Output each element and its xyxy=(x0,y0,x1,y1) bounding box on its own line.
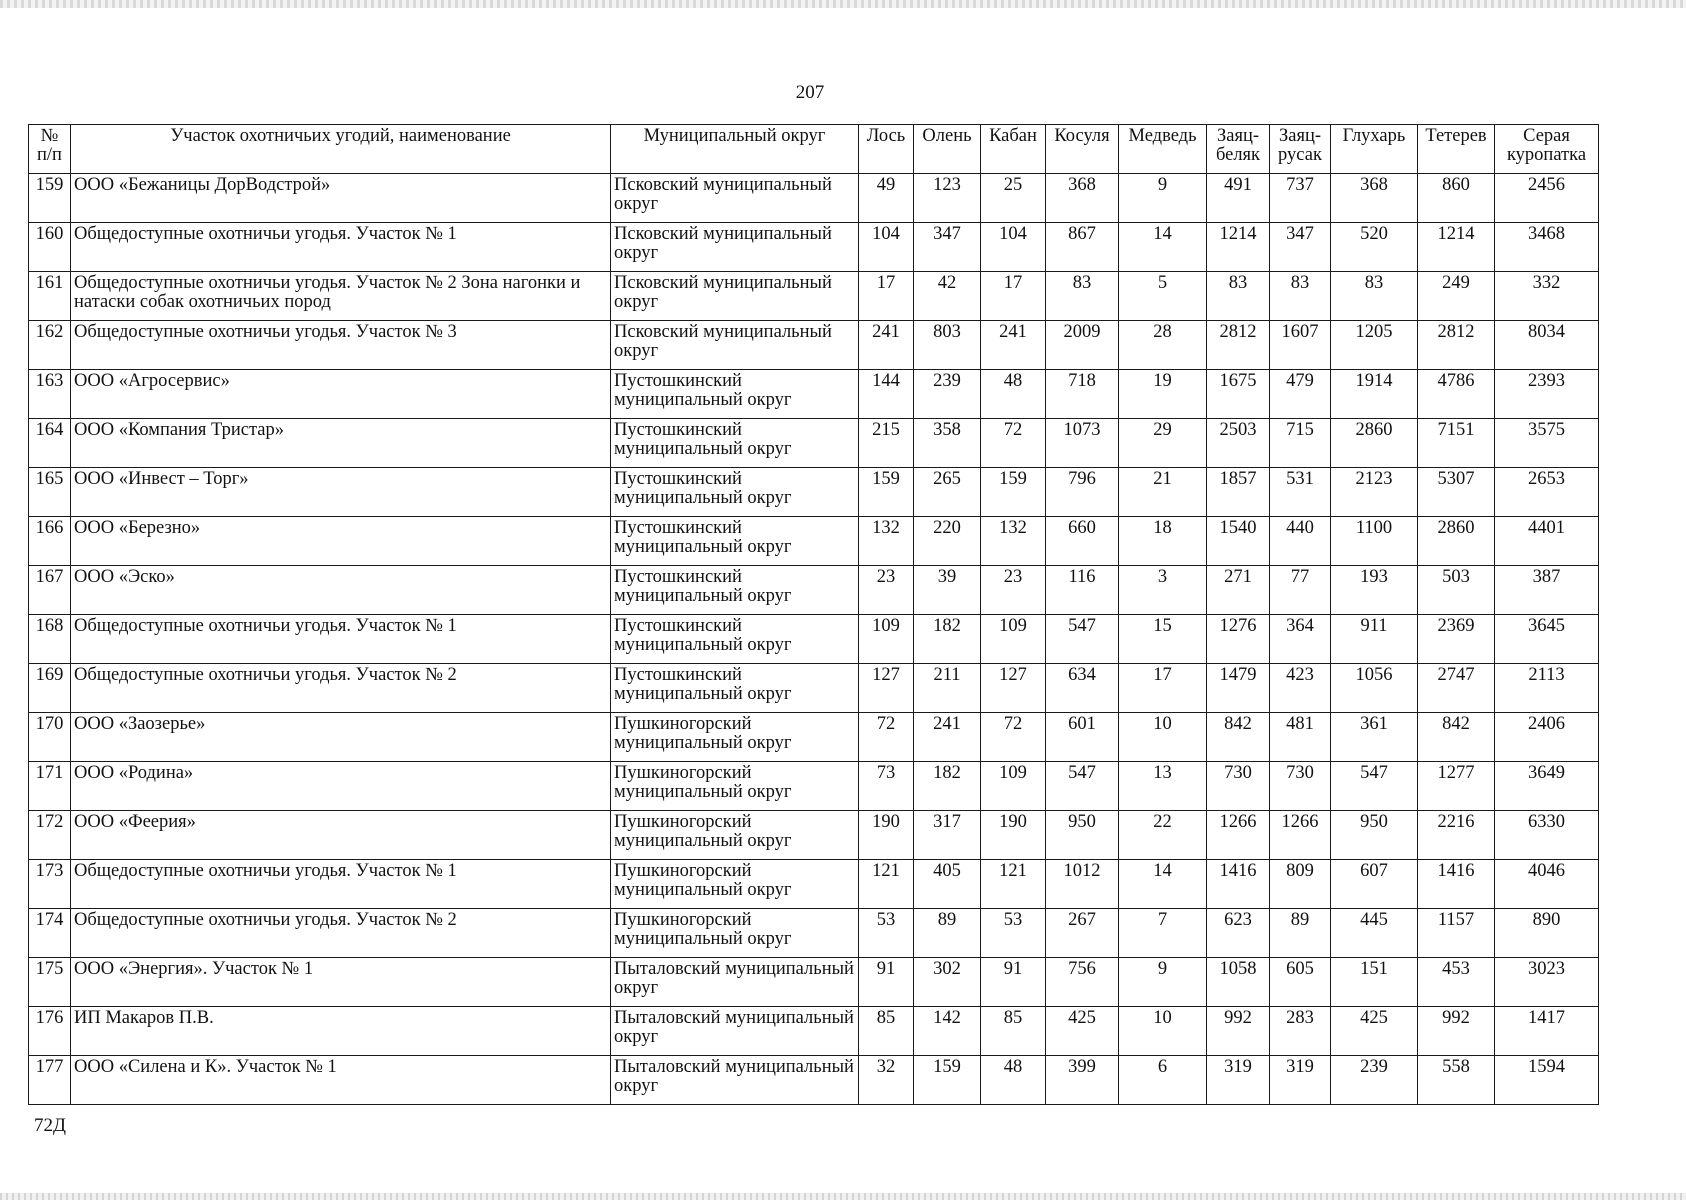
grey-partridge-count-cell: 6330 xyxy=(1495,811,1599,860)
table-body xyxy=(29,174,1599,1105)
black-grouse-count-cell: 1214 xyxy=(1418,223,1495,272)
moose-count-cell: 144 xyxy=(859,370,914,419)
mountain-hare-count-cell: 992 xyxy=(1207,1007,1270,1056)
moose-count-cell: 72 xyxy=(859,713,914,762)
deer-count-cell: 220 xyxy=(914,517,981,566)
boar-count-cell: 23 xyxy=(981,566,1046,615)
mountain-hare-count-cell: 2503 xyxy=(1207,419,1270,468)
mountain-hare-count-cell: 1058 xyxy=(1207,958,1270,1007)
mountain-hare-count-cell: 1479 xyxy=(1207,664,1270,713)
mountain-hare-count-cell: 1857 xyxy=(1207,468,1270,517)
table-row xyxy=(29,223,1599,272)
row-number-cell: 161 xyxy=(29,272,71,321)
table-row xyxy=(29,566,1599,615)
row-number-cell: 162 xyxy=(29,321,71,370)
bear-count-cell: 10 xyxy=(1119,1007,1207,1056)
row-number-cell: 176 xyxy=(29,1007,71,1056)
bear-count-cell: 9 xyxy=(1119,174,1207,223)
boar-count-cell: 132 xyxy=(981,517,1046,566)
table-row xyxy=(29,174,1599,223)
boar-count-cell: 127 xyxy=(981,664,1046,713)
header-brown-hare: Заяц-русак xyxy=(1270,125,1331,174)
table-row xyxy=(29,664,1599,713)
district-cell: Пыталовский муниципальный округ xyxy=(611,1056,859,1105)
brown-hare-count-cell: 737 xyxy=(1270,174,1331,223)
table-row xyxy=(29,762,1599,811)
district-cell: Пыталовский муниципальный округ xyxy=(611,1007,859,1056)
row-number-cell: 168 xyxy=(29,615,71,664)
brown-hare-count-cell: 1266 xyxy=(1270,811,1331,860)
row-number-cell: 160 xyxy=(29,223,71,272)
brown-hare-count-cell: 1607 xyxy=(1270,321,1331,370)
ground-name-cell: ООО «Энергия». Участок № 1 xyxy=(71,958,611,1007)
ground-name-cell: Общедоступные охотничьи угодья. Участок № 2 xyxy=(71,909,611,958)
row-number-cell: 159 xyxy=(29,174,71,223)
boar-count-cell: 91 xyxy=(981,958,1046,1007)
mountain-hare-count-cell: 491 xyxy=(1207,174,1270,223)
deer-count-cell: 142 xyxy=(914,1007,981,1056)
moose-count-cell: 85 xyxy=(859,1007,914,1056)
roe-deer-count-cell: 116 xyxy=(1046,566,1119,615)
table-row xyxy=(29,370,1599,419)
deer-count-cell: 211 xyxy=(914,664,981,713)
black-grouse-count-cell: 453 xyxy=(1418,958,1495,1007)
header-bear: Медведь xyxy=(1119,125,1207,174)
moose-count-cell: 104 xyxy=(859,223,914,272)
boar-count-cell: 109 xyxy=(981,615,1046,664)
row-number-cell: 170 xyxy=(29,713,71,762)
boar-count-cell: 159 xyxy=(981,468,1046,517)
moose-count-cell: 132 xyxy=(859,517,914,566)
mountain-hare-count-cell: 2812 xyxy=(1207,321,1270,370)
deer-count-cell: 302 xyxy=(914,958,981,1007)
ground-name-cell: ООО «Компания Тристар» xyxy=(71,419,611,468)
ground-name-cell: Общедоступные охотничьи угодья. Участок № 1 xyxy=(71,860,611,909)
capercaillie-count-cell: 83 xyxy=(1331,272,1418,321)
brown-hare-count-cell: 77 xyxy=(1270,566,1331,615)
row-number-cell: 169 xyxy=(29,664,71,713)
brown-hare-count-cell: 730 xyxy=(1270,762,1331,811)
header-grey-partridge: Серая куропатка xyxy=(1495,125,1599,174)
capercaillie-count-cell: 1056 xyxy=(1331,664,1418,713)
capercaillie-count-cell: 2123 xyxy=(1331,468,1418,517)
brown-hare-count-cell: 531 xyxy=(1270,468,1331,517)
header-moose: Лось xyxy=(859,125,914,174)
header-black-grouse: Тетерев xyxy=(1418,125,1495,174)
black-grouse-count-cell: 249 xyxy=(1418,272,1495,321)
table-row xyxy=(29,1007,1599,1056)
header-capercaillie: Глухарь xyxy=(1331,125,1418,174)
roe-deer-count-cell: 660 xyxy=(1046,517,1119,566)
row-number-cell: 173 xyxy=(29,860,71,909)
row-number-cell: 174 xyxy=(29,909,71,958)
moose-count-cell: 190 xyxy=(859,811,914,860)
grey-partridge-count-cell: 3575 xyxy=(1495,419,1599,468)
row-number-cell: 177 xyxy=(29,1056,71,1105)
table-row xyxy=(29,272,1599,321)
bear-count-cell: 5 xyxy=(1119,272,1207,321)
deer-count-cell: 347 xyxy=(914,223,981,272)
deer-count-cell: 241 xyxy=(914,713,981,762)
black-grouse-count-cell: 860 xyxy=(1418,174,1495,223)
table-row xyxy=(29,419,1599,468)
moose-count-cell: 17 xyxy=(859,272,914,321)
district-cell: Пустошкинский муниципальный округ xyxy=(611,419,859,468)
bear-count-cell: 28 xyxy=(1119,321,1207,370)
deer-count-cell: 159 xyxy=(914,1056,981,1105)
ground-name-cell: ИП Макаров П.В. xyxy=(71,1007,611,1056)
moose-count-cell: 32 xyxy=(859,1056,914,1105)
mountain-hare-count-cell: 623 xyxy=(1207,909,1270,958)
grey-partridge-count-cell: 3649 xyxy=(1495,762,1599,811)
grey-partridge-count-cell: 2113 xyxy=(1495,664,1599,713)
grey-partridge-count-cell: 2393 xyxy=(1495,370,1599,419)
roe-deer-count-cell: 547 xyxy=(1046,762,1119,811)
deer-count-cell: 42 xyxy=(914,272,981,321)
brown-hare-count-cell: 440 xyxy=(1270,517,1331,566)
grey-partridge-count-cell: 890 xyxy=(1495,909,1599,958)
bear-count-cell: 21 xyxy=(1119,468,1207,517)
deer-count-cell: 265 xyxy=(914,468,981,517)
header-roe-deer: Косуля xyxy=(1046,125,1119,174)
grey-partridge-count-cell: 2653 xyxy=(1495,468,1599,517)
black-grouse-count-cell: 5307 xyxy=(1418,468,1495,517)
brown-hare-count-cell: 319 xyxy=(1270,1056,1331,1105)
table-row xyxy=(29,1056,1599,1105)
brown-hare-count-cell: 479 xyxy=(1270,370,1331,419)
row-number-cell: 163 xyxy=(29,370,71,419)
capercaillie-count-cell: 1100 xyxy=(1331,517,1418,566)
moose-count-cell: 159 xyxy=(859,468,914,517)
table-row xyxy=(29,517,1599,566)
capercaillie-count-cell: 911 xyxy=(1331,615,1418,664)
district-cell: Пушкиногорский муниципальный округ xyxy=(611,909,859,958)
district-cell: Пыталовский муниципальный округ xyxy=(611,958,859,1007)
black-grouse-count-cell: 2747 xyxy=(1418,664,1495,713)
black-grouse-count-cell: 2216 xyxy=(1418,811,1495,860)
mountain-hare-count-cell: 1266 xyxy=(1207,811,1270,860)
table-row xyxy=(29,468,1599,517)
roe-deer-count-cell: 634 xyxy=(1046,664,1119,713)
header-row-number: № п/п xyxy=(29,125,71,174)
deer-count-cell: 182 xyxy=(914,615,981,664)
black-grouse-count-cell: 503 xyxy=(1418,566,1495,615)
boar-count-cell: 53 xyxy=(981,909,1046,958)
district-cell: Пустошкинский муниципальный округ xyxy=(611,664,859,713)
hunting-grounds-table-wrapper xyxy=(28,124,1599,1105)
footer-code: 72Д xyxy=(34,1115,66,1136)
capercaillie-count-cell: 425 xyxy=(1331,1007,1418,1056)
moose-count-cell: 91 xyxy=(859,958,914,1007)
ground-name-cell: ООО «Родина» xyxy=(71,762,611,811)
moose-count-cell: 127 xyxy=(859,664,914,713)
district-cell: Пушкиногорский муниципальный округ xyxy=(611,762,859,811)
table-row xyxy=(29,811,1599,860)
ground-name-cell: Общедоступные охотничьи угодья. Участок № 2 Зона нагонки и натаски собак охотничьих пород xyxy=(71,272,611,321)
district-cell: Псковский муниципальный округ xyxy=(611,272,859,321)
grey-partridge-count-cell: 387 xyxy=(1495,566,1599,615)
roe-deer-count-cell: 1073 xyxy=(1046,419,1119,468)
ground-name-cell: ООО «Эско» xyxy=(71,566,611,615)
deer-count-cell: 182 xyxy=(914,762,981,811)
moose-count-cell: 241 xyxy=(859,321,914,370)
grey-partridge-count-cell: 4401 xyxy=(1495,517,1599,566)
header-district: Муниципальный округ xyxy=(611,125,859,174)
deer-count-cell: 89 xyxy=(914,909,981,958)
capercaillie-count-cell: 445 xyxy=(1331,909,1418,958)
boar-count-cell: 72 xyxy=(981,419,1046,468)
page-number: 207 xyxy=(795,82,825,103)
boar-count-cell: 241 xyxy=(981,321,1046,370)
bear-count-cell: 10 xyxy=(1119,713,1207,762)
boar-count-cell: 25 xyxy=(981,174,1046,223)
bear-count-cell: 17 xyxy=(1119,664,1207,713)
ground-name-cell: Общедоступные охотничьи угодья. Участок № 3 xyxy=(71,321,611,370)
mountain-hare-count-cell: 1416 xyxy=(1207,860,1270,909)
bear-count-cell: 29 xyxy=(1119,419,1207,468)
ground-name-cell: Общедоступные охотничьи угодья. Участок № 2 xyxy=(71,664,611,713)
ground-name-cell: ООО «Заозерье» xyxy=(71,713,611,762)
ground-name-cell: Общедоступные охотничьи угодья. Участок № 1 xyxy=(71,223,611,272)
bear-count-cell: 13 xyxy=(1119,762,1207,811)
brown-hare-count-cell: 83 xyxy=(1270,272,1331,321)
bear-count-cell: 7 xyxy=(1119,909,1207,958)
bear-count-cell: 14 xyxy=(1119,223,1207,272)
black-grouse-count-cell: 2369 xyxy=(1418,615,1495,664)
row-number-cell: 165 xyxy=(29,468,71,517)
ground-name-cell: ООО «Агросервис» xyxy=(71,370,611,419)
mountain-hare-count-cell: 842 xyxy=(1207,713,1270,762)
grey-partridge-count-cell: 2456 xyxy=(1495,174,1599,223)
brown-hare-count-cell: 605 xyxy=(1270,958,1331,1007)
black-grouse-count-cell: 2812 xyxy=(1418,321,1495,370)
roe-deer-count-cell: 399 xyxy=(1046,1056,1119,1105)
mountain-hare-count-cell: 1675 xyxy=(1207,370,1270,419)
roe-deer-count-cell: 756 xyxy=(1046,958,1119,1007)
boar-count-cell: 121 xyxy=(981,860,1046,909)
district-cell: Псковский муниципальный округ xyxy=(611,223,859,272)
black-grouse-count-cell: 1277 xyxy=(1418,762,1495,811)
mountain-hare-count-cell: 319 xyxy=(1207,1056,1270,1105)
capercaillie-count-cell: 239 xyxy=(1331,1056,1418,1105)
table-row xyxy=(29,860,1599,909)
roe-deer-count-cell: 267 xyxy=(1046,909,1119,958)
capercaillie-count-cell: 193 xyxy=(1331,566,1418,615)
mountain-hare-count-cell: 1214 xyxy=(1207,223,1270,272)
ground-name-cell: ООО «Березно» xyxy=(71,517,611,566)
capercaillie-count-cell: 2860 xyxy=(1331,419,1418,468)
grey-partridge-count-cell: 1417 xyxy=(1495,1007,1599,1056)
brown-hare-count-cell: 715 xyxy=(1270,419,1331,468)
header-ground-name: Участок охотничьих угодий, наименование xyxy=(71,125,611,174)
capercaillie-count-cell: 368 xyxy=(1331,174,1418,223)
roe-deer-count-cell: 547 xyxy=(1046,615,1119,664)
mountain-hare-count-cell: 730 xyxy=(1207,762,1270,811)
roe-deer-count-cell: 718 xyxy=(1046,370,1119,419)
table-row xyxy=(29,909,1599,958)
grey-partridge-count-cell: 8034 xyxy=(1495,321,1599,370)
deer-count-cell: 39 xyxy=(914,566,981,615)
brown-hare-count-cell: 364 xyxy=(1270,615,1331,664)
deer-count-cell: 405 xyxy=(914,860,981,909)
table-row xyxy=(29,713,1599,762)
black-grouse-count-cell: 1157 xyxy=(1418,909,1495,958)
bear-count-cell: 6 xyxy=(1119,1056,1207,1105)
grey-partridge-count-cell: 3645 xyxy=(1495,615,1599,664)
deer-count-cell: 317 xyxy=(914,811,981,860)
black-grouse-count-cell: 7151 xyxy=(1418,419,1495,468)
grey-partridge-count-cell: 3023 xyxy=(1495,958,1599,1007)
ground-name-cell: ООО «Инвест – Торг» xyxy=(71,468,611,517)
grey-partridge-count-cell: 2406 xyxy=(1495,713,1599,762)
row-number-cell: 166 xyxy=(29,517,71,566)
row-number-cell: 171 xyxy=(29,762,71,811)
grey-partridge-count-cell: 332 xyxy=(1495,272,1599,321)
moose-count-cell: 73 xyxy=(859,762,914,811)
district-cell: Псковский муниципальный округ xyxy=(611,321,859,370)
brown-hare-count-cell: 347 xyxy=(1270,223,1331,272)
district-cell: Пустошкинский муниципальный округ xyxy=(611,370,859,419)
mountain-hare-count-cell: 1276 xyxy=(1207,615,1270,664)
roe-deer-count-cell: 601 xyxy=(1046,713,1119,762)
ground-name-cell: ООО «Бежаницы ДорВодстрой» xyxy=(71,174,611,223)
grey-partridge-count-cell: 4046 xyxy=(1495,860,1599,909)
moose-count-cell: 109 xyxy=(859,615,914,664)
brown-hare-count-cell: 283 xyxy=(1270,1007,1331,1056)
district-cell: Пушкиногорский муниципальный округ xyxy=(611,860,859,909)
moose-count-cell: 49 xyxy=(859,174,914,223)
capercaillie-count-cell: 547 xyxy=(1331,762,1418,811)
ground-name-cell: ООО «Феерия» xyxy=(71,811,611,860)
boar-count-cell: 104 xyxy=(981,223,1046,272)
table-row xyxy=(29,615,1599,664)
roe-deer-count-cell: 867 xyxy=(1046,223,1119,272)
bear-count-cell: 14 xyxy=(1119,860,1207,909)
deer-count-cell: 239 xyxy=(914,370,981,419)
capercaillie-count-cell: 361 xyxy=(1331,713,1418,762)
black-grouse-count-cell: 558 xyxy=(1418,1056,1495,1105)
deer-count-cell: 358 xyxy=(914,419,981,468)
moose-count-cell: 23 xyxy=(859,566,914,615)
roe-deer-count-cell: 425 xyxy=(1046,1007,1119,1056)
boar-count-cell: 72 xyxy=(981,713,1046,762)
boar-count-cell: 109 xyxy=(981,762,1046,811)
boar-count-cell: 85 xyxy=(981,1007,1046,1056)
boar-count-cell: 48 xyxy=(981,1056,1046,1105)
district-cell: Псковский муниципальный округ xyxy=(611,174,859,223)
hunting-grounds-table xyxy=(28,124,1599,1105)
brown-hare-count-cell: 423 xyxy=(1270,664,1331,713)
moose-count-cell: 215 xyxy=(859,419,914,468)
grey-partridge-count-cell: 1594 xyxy=(1495,1056,1599,1105)
capercaillie-count-cell: 151 xyxy=(1331,958,1418,1007)
scan-edge-top xyxy=(0,0,1686,8)
district-cell: Пустошкинский муниципальный округ xyxy=(611,468,859,517)
roe-deer-count-cell: 83 xyxy=(1046,272,1119,321)
row-number-cell: 164 xyxy=(29,419,71,468)
roe-deer-count-cell: 796 xyxy=(1046,468,1119,517)
table-row xyxy=(29,321,1599,370)
black-grouse-count-cell: 992 xyxy=(1418,1007,1495,1056)
bear-count-cell: 19 xyxy=(1119,370,1207,419)
capercaillie-count-cell: 1914 xyxy=(1331,370,1418,419)
row-number-cell: 167 xyxy=(29,566,71,615)
bear-count-cell: 18 xyxy=(1119,517,1207,566)
black-grouse-count-cell: 2860 xyxy=(1418,517,1495,566)
roe-deer-count-cell: 2009 xyxy=(1046,321,1119,370)
bear-count-cell: 9 xyxy=(1119,958,1207,1007)
row-number-cell: 175 xyxy=(29,958,71,1007)
deer-count-cell: 803 xyxy=(914,321,981,370)
table-row xyxy=(29,958,1599,1007)
roe-deer-count-cell: 368 xyxy=(1046,174,1119,223)
deer-count-cell: 123 xyxy=(914,174,981,223)
black-grouse-count-cell: 1416 xyxy=(1418,860,1495,909)
brown-hare-count-cell: 809 xyxy=(1270,860,1331,909)
capercaillie-count-cell: 1205 xyxy=(1331,321,1418,370)
ground-name-cell: ООО «Силена и К». Участок № 1 xyxy=(71,1056,611,1105)
table-header-row xyxy=(29,125,1599,174)
boar-count-cell: 17 xyxy=(981,272,1046,321)
capercaillie-count-cell: 950 xyxy=(1331,811,1418,860)
black-grouse-count-cell: 842 xyxy=(1418,713,1495,762)
mountain-hare-count-cell: 83 xyxy=(1207,272,1270,321)
district-cell: Пустошкинский муниципальный округ xyxy=(611,566,859,615)
roe-deer-count-cell: 1012 xyxy=(1046,860,1119,909)
district-cell: Пустошкинский муниципальный округ xyxy=(611,517,859,566)
boar-count-cell: 190 xyxy=(981,811,1046,860)
capercaillie-count-cell: 520 xyxy=(1331,223,1418,272)
mountain-hare-count-cell: 271 xyxy=(1207,566,1270,615)
brown-hare-count-cell: 481 xyxy=(1270,713,1331,762)
district-cell: Пушкиногорский муниципальный округ xyxy=(611,811,859,860)
bear-count-cell: 15 xyxy=(1119,615,1207,664)
mountain-hare-count-cell: 1540 xyxy=(1207,517,1270,566)
row-number-cell: 172 xyxy=(29,811,71,860)
moose-count-cell: 53 xyxy=(859,909,914,958)
ground-name-cell: Общедоступные охотничьи угодья. Участок № 1 xyxy=(71,615,611,664)
capercaillie-count-cell: 607 xyxy=(1331,860,1418,909)
boar-count-cell: 48 xyxy=(981,370,1046,419)
black-grouse-count-cell: 4786 xyxy=(1418,370,1495,419)
header-mountain-hare: Заяц-беляк xyxy=(1207,125,1270,174)
district-cell: Пустошкинский муниципальный округ xyxy=(611,615,859,664)
district-cell: Пушкиногорский муниципальный округ xyxy=(611,713,859,762)
header-deer: Олень xyxy=(914,125,981,174)
moose-count-cell: 121 xyxy=(859,860,914,909)
brown-hare-count-cell: 89 xyxy=(1270,909,1331,958)
grey-partridge-count-cell: 3468 xyxy=(1495,223,1599,272)
bear-count-cell: 22 xyxy=(1119,811,1207,860)
roe-deer-count-cell: 950 xyxy=(1046,811,1119,860)
header-boar: Кабан xyxy=(981,125,1046,174)
scan-edge-bottom xyxy=(0,1193,1686,1200)
bear-count-cell: 3 xyxy=(1119,566,1207,615)
